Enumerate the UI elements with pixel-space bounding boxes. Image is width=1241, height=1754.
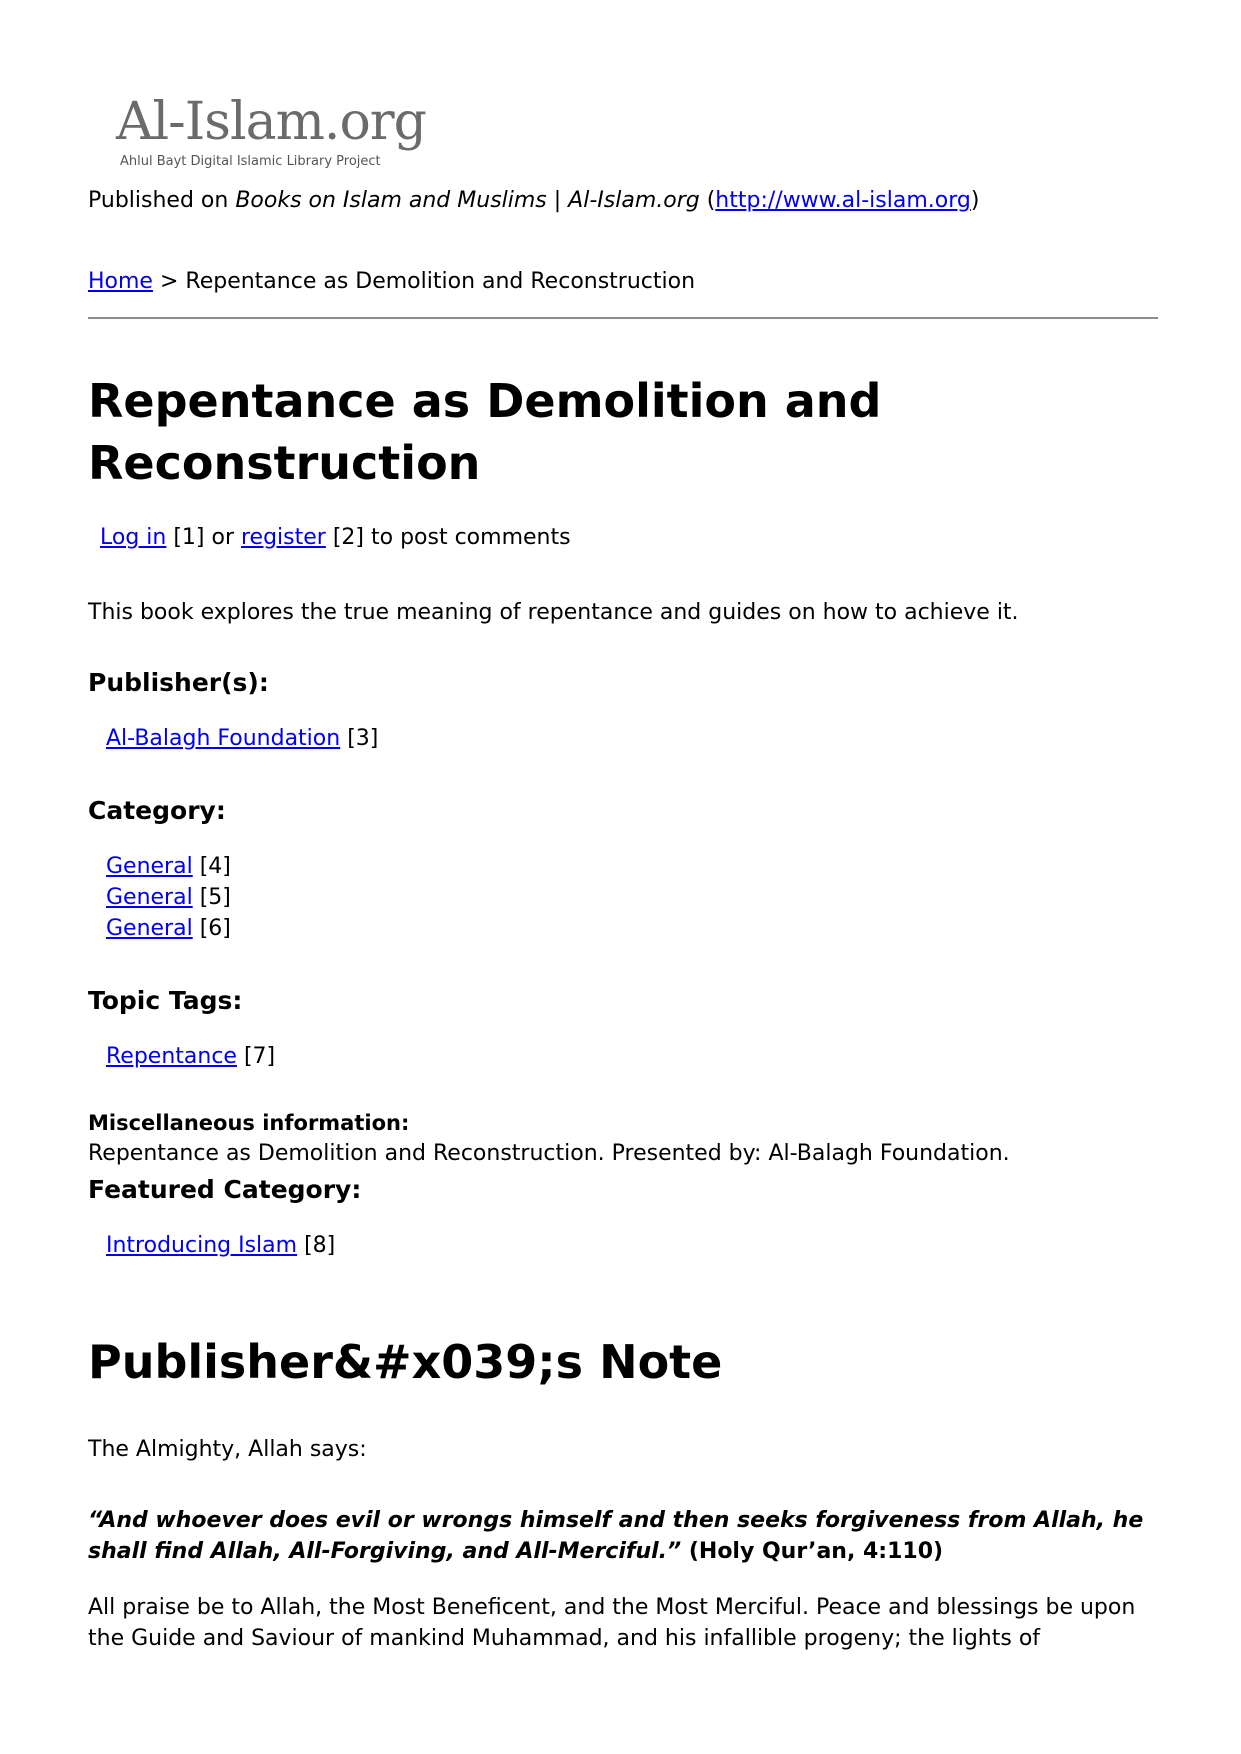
quran-quote <box>88 1505 1168 1567</box>
category-ref: [5] <box>192 885 231 910</box>
list-item <box>106 1230 335 1261</box>
publishers-label: Publisher(s): <box>88 668 269 697</box>
topic-tags-label: Topic Tags: <box>88 986 243 1015</box>
category-link[interactable]: General <box>106 854 193 879</box>
comment-links <box>100 523 571 553</box>
published-close-paren: ) <box>970 188 980 213</box>
site-url-link[interactable]: http://www.al-islam.org <box>715 188 971 213</box>
publisher-ref: [3] <box>340 726 379 751</box>
page-title: Repentance as Demolition and Reconstruction <box>88 374 882 490</box>
category-ref: [4] <box>192 854 231 879</box>
category-link[interactable]: General <box>106 885 193 910</box>
login-ref: [1] or <box>166 525 241 550</box>
featured-category-ref: [8] <box>297 1233 336 1258</box>
published-open-paren: ( <box>699 188 716 213</box>
list-item <box>106 851 231 882</box>
list-item <box>106 723 378 754</box>
category-list <box>106 851 231 944</box>
breadcrumb-current: Repentance as Demolition and Reconstruction <box>185 269 696 294</box>
note-intro: The Almighty, Allah says: <box>88 1437 367 1462</box>
category-ref: [6] <box>192 916 231 941</box>
breadcrumb <box>88 267 695 297</box>
register-link[interactable]: register <box>241 525 326 550</box>
published-on-line <box>88 186 979 216</box>
publishers-list <box>106 723 378 754</box>
book-summary: This book explores the true meaning of repentance and guides on how to achieve it. <box>88 600 1019 625</box>
note-paragraph: All praise be to Allah, the Most Beneficent, and the Most Merciful. Peace and blessings be upon the Guide and Saviour of mankind Muhammad, and his infallible progeny; the lights of <box>88 1595 1136 1651</box>
category-link[interactable]: General <box>106 916 193 941</box>
list-item <box>106 913 231 944</box>
logo-wordmark: Al-Islam.org <box>116 92 426 152</box>
misc-info-label: Miscellaneous information: <box>88 1111 410 1135</box>
list-item <box>106 882 231 913</box>
breadcrumb-home-link[interactable]: Home <box>88 269 153 294</box>
publisher-link[interactable]: Al-Balagh Foundation <box>106 726 341 751</box>
header-divider <box>88 317 1158 319</box>
site-logo[interactable] <box>116 92 468 176</box>
featured-category-link[interactable]: Introducing Islam <box>106 1233 298 1258</box>
topic-tags-list <box>106 1041 275 1072</box>
register-ref: [2] to post comments <box>325 525 571 550</box>
quote-source: (Holy Qur’an, 4:110) <box>681 1539 944 1564</box>
featured-category-list <box>106 1230 335 1261</box>
published-prefix: Published on <box>88 188 236 213</box>
publishers-note-title: Publisher&#x039;s Note <box>88 1335 723 1389</box>
quote-text: “And whoever does evil or wrongs himself and then seeks forgiveness from Allah, he shall find Allah, All-Forgiving, and All-Merciful.” <box>88 1508 1144 1564</box>
breadcrumb-separator: > <box>152 269 186 294</box>
list-item <box>106 1041 275 1072</box>
featured-category-label: Featured Category: <box>88 1175 362 1204</box>
topic-tag-link[interactable]: Repentance <box>106 1044 237 1069</box>
login-link[interactable]: Log in <box>100 525 167 550</box>
topic-tag-ref: [7] <box>236 1044 276 1069</box>
misc-info-value: Repentance as Demolition and Reconstruction. Presented by: Al-Balagh Foundation. <box>88 1141 1010 1166</box>
category-label: Category: <box>88 796 226 825</box>
logo-tagline: Ahlul Bayt Digital Islamic Library Project <box>120 154 381 169</box>
published-site-name: Books on Islam and Muslims | Al-Islam.org <box>235 188 700 213</box>
